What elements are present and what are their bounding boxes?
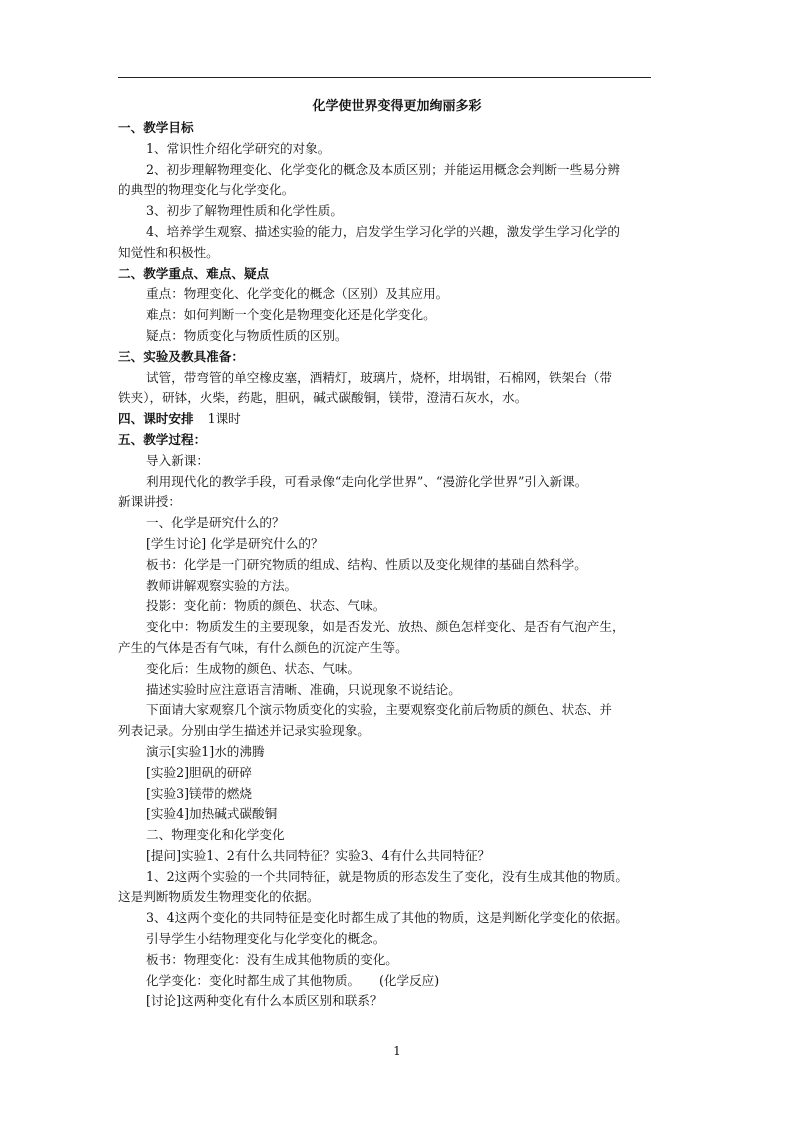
- section-heading-row: [118, 409, 676, 430]
- paragraph-line: [实验4]加热碱式碳酸铜: [146, 806, 278, 822]
- paragraph-line: 试管，带弯管的单空橡皮塞，酒精灯，玻璃片，烧杯，坩埚钳，石棉网，铁架台（带: [146, 369, 612, 385]
- paragraph-line: 一、化学是研究什么的？: [146, 515, 285, 531]
- paragraph-line: 演示[实验1]水的沸腾: [146, 743, 265, 759]
- paragraph-line: 的典型的物理变化与化学变化。: [118, 182, 295, 198]
- paragraph-line: 板书：化学是一门研究物质的组成、结构、性质以及变化规律的基础自然科学。: [146, 556, 587, 572]
- paragraph-line: 引导学生小结物理变化与化学变化的概念。: [146, 931, 386, 947]
- header-rule: [118, 77, 651, 78]
- paragraph-line: 知觉性和积极性。: [118, 244, 219, 260]
- paragraph-line: 这是判断物质发生物理变化的依据。: [118, 889, 320, 905]
- paragraph-line: 2、初步理解物理变化、化学变化的概念及本质区别；并能运用概念会判断一些易分辨: [146, 161, 620, 177]
- paragraph-line: 导入新课：: [146, 452, 209, 468]
- section-heading: 四、课时安排: [118, 411, 194, 427]
- paragraph-line: [实验3]镁带的燃烧: [146, 785, 252, 801]
- section-heading: 三、实验及教具准备：: [118, 348, 244, 364]
- paragraph-line: 3、4这两个变化的共同特征是变化时都生成了其他的物质，这是判断化学变化的依据。: [146, 910, 628, 926]
- paragraph-line: 新课讲授：: [118, 494, 181, 510]
- paragraph-line: 变化后：生成物的颜色、状态、气味。: [146, 660, 361, 676]
- paragraph-line: 1、2这两个实验的一个共同特征，就是物质的形态发生了变化，没有生成其他的物质。: [146, 868, 628, 884]
- paragraph-line: 重点：物理变化、化学变化的概念（区别）及其应用。: [146, 286, 449, 302]
- section-value: 1课时: [207, 411, 241, 427]
- paragraph-line: 难点：如何判断一个变化是物理变化还是化学变化。: [146, 307, 436, 323]
- paragraph-line: 1、常识性介绍化学研究的对象。: [146, 140, 331, 156]
- paragraph-line: 3、初步了解物理性质和化学性质。: [146, 203, 343, 219]
- paragraph-line: 产生的气体是否有气味，有什么颜色的沉淀产生等。: [118, 639, 408, 655]
- document-title: 化学使世界变得更加绚丽多彩: [312, 99, 482, 114]
- paragraph-line: 投影：变化前：物质的颜色、状态、气味。: [146, 598, 386, 614]
- paragraph-line: 变化中：物质发生的主要现象，如是否发光、放热、颜色怎样变化、是否有气泡产生，: [146, 619, 625, 635]
- paragraph-line: 二、物理变化和化学变化: [146, 827, 285, 843]
- paragraph-line: 板书：物理变化：没有生成其他物质的变化。: [146, 951, 398, 967]
- section-heading: 五、教学过程：: [118, 431, 207, 447]
- paragraph-line: [实验2]胆矾的研碎: [146, 764, 252, 780]
- paragraph-line: 4、培养学生观察、描述实验的能力，启发学生学习化学的兴趣，激发学生学习化学的: [146, 223, 620, 239]
- paragraph-line: 利用现代化的教学手段，可看录像“走向化学世界”、“漫游化学世界”引入新课。: [146, 473, 588, 489]
- paragraph-line: 疑点：物质变化与物质性质的区别。: [146, 327, 348, 343]
- paragraph-line: 下面请大家观察几个演示物质变化的实验，主要观察变化前后物质的颜色、状态、并: [146, 702, 612, 718]
- page-number: 1: [393, 1044, 401, 1058]
- paragraph-line: [学生讨论] 化学是研究什么的？: [146, 535, 324, 551]
- paragraph-line: 列表记录。分别由学生描述并记录实验现象。: [118, 723, 370, 739]
- section-heading: 一、教学目标: [118, 120, 194, 135]
- paragraph-line: [讨论]这两种变化有什么本质区别和联系？: [146, 993, 383, 1009]
- section-heading: 二、教学重点、难点、疑点: [118, 265, 270, 281]
- paragraph-line: 化学变化：变化时都生成了其他物质。 (化学反应): [146, 972, 440, 988]
- paragraph-line: 铁夹），研钵，火柴，药匙，胆矾，碱式碳酸铜，镁带，澄清石灰水，水。: [118, 390, 528, 406]
- paragraph-line: 教师讲解观察实验的方法。: [146, 577, 298, 593]
- paragraph-line: 描述实验时应注意语言清晰、准确，只说现象不说结论。: [146, 681, 461, 697]
- document-body: [118, 96, 676, 1012]
- paragraph-line: [提问]实验1、2有什么共同特征？实验3、4有什么共同特征？: [146, 847, 491, 863]
